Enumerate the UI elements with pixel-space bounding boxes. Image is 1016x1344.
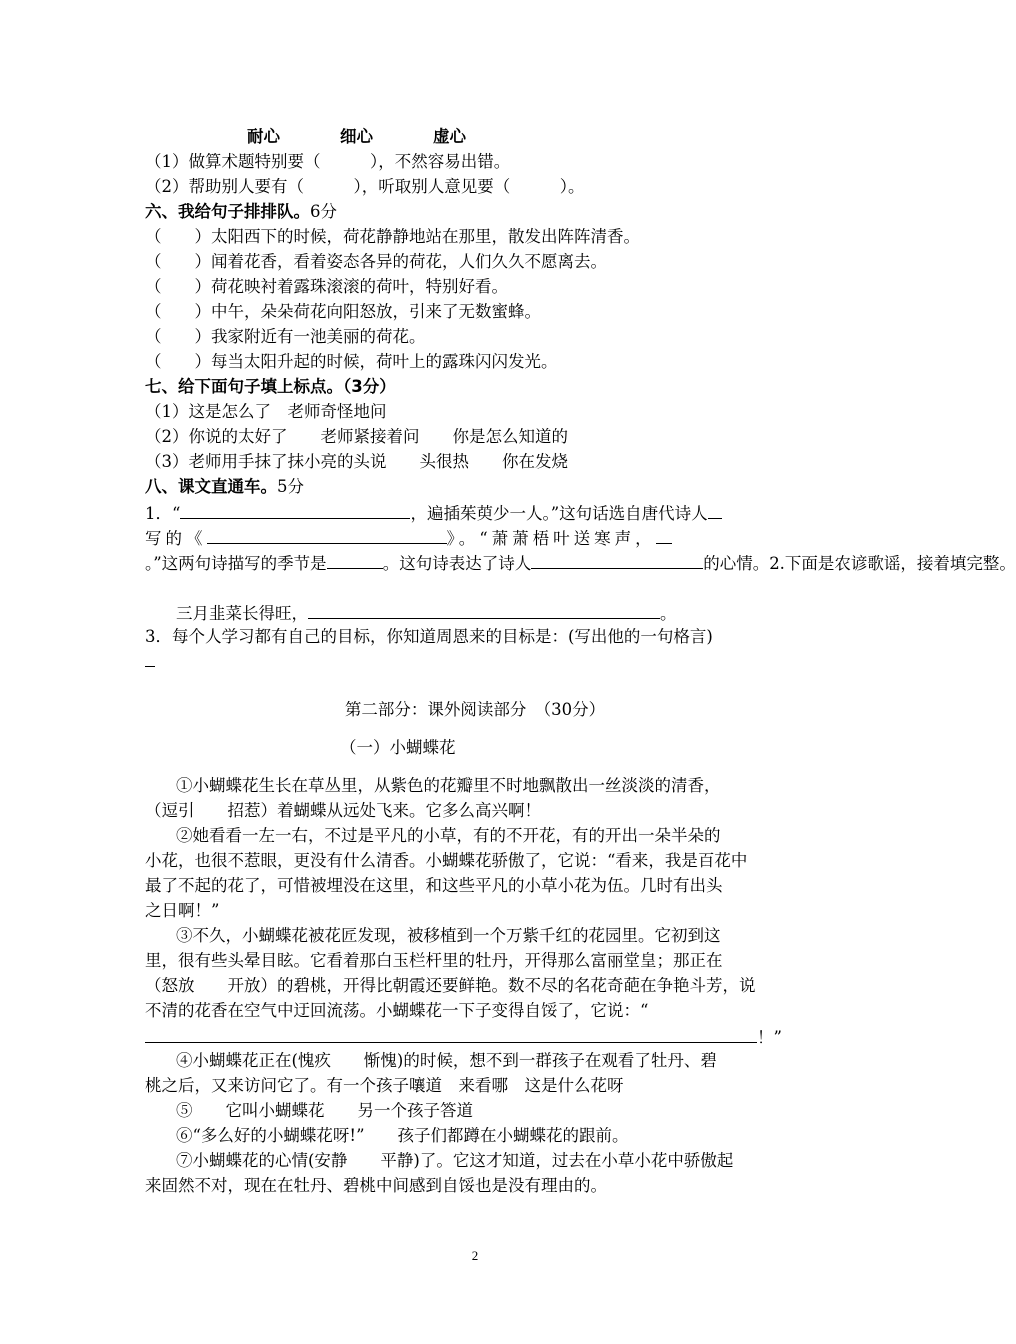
passage-line: 小花，也很不惹眼，更没有什么清香。小蝴蝶花骄傲了，它说：“看来，我是百花中 — [145, 851, 748, 870]
order-item: （ ）我家附近有一池美丽的荷花。 — [145, 327, 426, 346]
passage-line: 里，很有些头晕目眩。它看着那白玉栏杆里的牡丹，开得那么富丽堂皇；那正在 — [145, 951, 723, 970]
punct-item-2: （2）你说的太好了 老师紧接着问 你是怎么知道的 — [145, 427, 568, 446]
word-2: 细心 — [340, 127, 373, 146]
order-item: （ ）太阳西下的时候，荷花静静地站在那里，散发出阵阵清香。 — [145, 227, 640, 246]
section-8-score: 5分 — [277, 477, 304, 496]
answer-blank[interactable] — [327, 550, 383, 569]
answer-blank[interactable] — [708, 500, 722, 519]
passage-line: ④小蝴蝶花正在(愧疚 惭愧)的时候，想不到一群孩子在观看了牡丹、碧 — [176, 1051, 717, 1070]
goal-answer-line — [145, 648, 155, 674]
passage-line: ⑦小蝴蝶花的心情(安静 平静)了。它这才知道，过去在小草小花中骄傲起 — [176, 1151, 734, 1170]
passage-line: 来固然不对，现在在牡丹、碧桃中间感到自馁也是没有理由的。 — [145, 1176, 607, 1195]
passage-line: ⑤ 它叫小蝴蝶花 另一个孩子答道 — [176, 1101, 473, 1120]
order-item: （ ）闻着花香，看着姿态各异的荷花，人们久久不愿离去。 — [145, 252, 607, 271]
word-1: 耐心 — [247, 127, 280, 146]
order-item: （ ）中午，朵朵荷花向阳怒放，引来了无数蜜蜂。 — [145, 302, 541, 321]
goal-question: 3．每个人学习都有自己的目标，你知道周恩来的目标是：(写出他的一句格言) — [145, 627, 713, 646]
section-8-heading — [145, 475, 304, 499]
order-item: （ ）每当太阳升起的时候，荷叶上的露珠闪闪发光。 — [145, 352, 558, 371]
poem-question-line-2: 写的《 》。“萧萧梧叶送寒声， — [145, 525, 672, 551]
answer-blank[interactable] — [656, 525, 672, 544]
answer-blank[interactable] — [145, 1024, 757, 1043]
quote-blank-line: ！” — [145, 1024, 782, 1050]
section-7-title: 七、给下面句子填上标点。（3分） — [145, 377, 396, 396]
order-item: （ ）荷花映衬着露珠滚滚的荷叶，特别好看。 — [145, 277, 508, 296]
passage-line: ⑥“多么好的小蝴蝶花呀!” 孩子们都蹲在小蝴蝶花的跟前。 — [176, 1126, 629, 1145]
passage-line: 最了不起的花了，可惜被埋没在这里，和这些平凡的小草小花为伍。几时有出头 — [145, 876, 723, 895]
word-bank — [247, 125, 466, 149]
fill-item-2: （2）帮助别人要有（ ），听取别人意见要（ ）。 — [145, 177, 585, 196]
punct-item-3: （3）老师用手抹了抹小亮的头说 头很热 你在发烧 — [145, 452, 568, 471]
word-3: 虚心 — [433, 127, 466, 146]
passage-line: ③不久，小蝴蝶花被花匠发现，被移植到一个万紫千红的花园里。它初到这 — [176, 926, 721, 945]
answer-blank[interactable] — [145, 648, 155, 667]
passage-title: （一）小蝴蝶花 — [340, 738, 456, 757]
proverb-line: 三月韭菜长得旺， 。 — [176, 600, 677, 626]
poem-question-line-3: 。”这两句诗描写的季节是 。这句诗表达了诗人 的心情。2.下面是农谚歌谣，接着填完整。 — [145, 550, 1016, 576]
section-8-title: 八、课文直通车。 — [145, 477, 277, 496]
passage-line: 不清的花香在空气中迂回流荡。小蝴蝶花一下子变得自馁了，它说：“ — [145, 1001, 649, 1020]
answer-blank[interactable] — [207, 525, 447, 544]
passage-line: （怒放 开放）的碧桃，开得比朝霞还要鲜艳。数不尽的名花奇葩在争艳斗芳，说 — [145, 976, 756, 995]
passage-line: ①小蝴蝶花生长在草丛里，从紫色的花瓣里不时地飘散出一丝淡淡的清香， — [176, 776, 721, 795]
part-2-heading: 第二部分：课外阅读部分 （30分） — [344, 700, 606, 719]
answer-blank[interactable] — [180, 500, 410, 519]
section-6-title: 六、我给句子排排队。 — [145, 202, 310, 221]
section-6-score: 6分 — [310, 202, 337, 221]
passage-line: 桃之后，又来访问它了。有一个孩子嚷道 来看哪 这是什么花呀 — [145, 1076, 624, 1095]
passage-line: （逗引 招惹）着蝴蝶从远处飞来。它多么高兴啊！ — [145, 801, 541, 820]
passage-line: ②她看看一左一右，不过是平凡的小草，有的不开花，有的开出一朵半朵的 — [176, 826, 721, 845]
passage-line: 之日啊！” — [145, 901, 220, 920]
fill-item-1: （1）做算术题特别要（ ），不然容易出错。 — [145, 152, 511, 171]
punct-item-1: （1）这是怎么了 老师奇怪地问 — [145, 402, 387, 421]
section-6-heading — [145, 200, 337, 224]
answer-blank[interactable] — [531, 550, 703, 569]
answer-blank[interactable] — [308, 600, 660, 619]
poem-question-line-1: 1．“ ，遍插茱萸少一人。”这句话选自唐代诗人 — [145, 500, 722, 526]
page-number: 2 — [471, 1248, 479, 1263]
